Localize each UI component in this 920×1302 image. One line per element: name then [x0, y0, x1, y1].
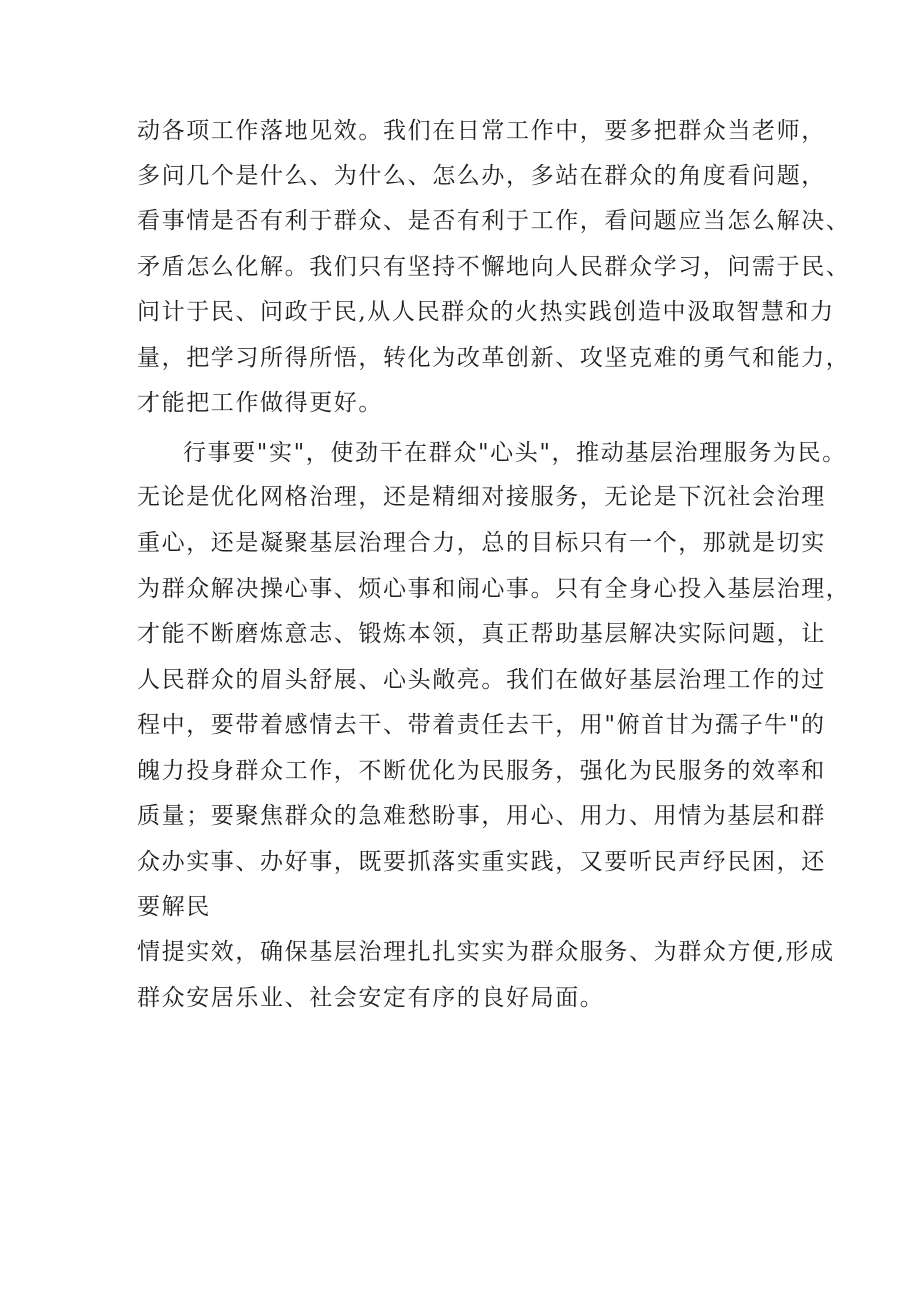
text-line-13: 人民群众的眉头舒展、心头敞亮。我们在做好基层治理工作的过 [137, 667, 826, 693]
text-line-1: 动各项工作落地见效。我们在日常工作中，要多把群众当老师， [137, 118, 826, 144]
text-line-6: 量，把学习所得所悟，转化为改革创新、攻坚克难的勇气和能力， [137, 345, 851, 371]
text-line-18: 要解民 [137, 894, 211, 920]
text-line-12: 才能不断磨炼意志、锻炼本领，真正帮助基层解决实际问题，让 [137, 621, 826, 647]
text-line-20: 群众安居乐业、社会安定有序的良好局面。 [137, 985, 605, 1011]
text-line-3: 看事情是否有利于群众、是否有利于工作，看问题应当怎么解决、 [137, 208, 851, 234]
text-line-2: 多问几个是什么、为什么、怎么办，多站在群众的角度看问题， [137, 163, 826, 189]
text-line-16: 质量；要聚焦群众的急难愁盼事，用心、用力、用情为基层和群 [137, 803, 826, 829]
text-line-17: 众办实事、办好事，既要抓落实重实践，又要听民声纾民困，还 [137, 849, 826, 875]
text-line-5: 问计于民、问政于民,从人民群众的火热实践创造中汲取智慧和力 [137, 299, 835, 325]
text-line-4: 矛盾怎么化解。我们只有坚持不懈地向人民群众学习，问需于民、 [137, 254, 851, 280]
text-line-8: 行事要"实"，使劲干在群众"心头"，推动基层治理服务为民。 [183, 440, 847, 466]
text-line-9: 无论是优化网格治理，还是精细对接服务，无论是下沉社会治理 [137, 484, 826, 510]
text-line-11: 为群众解决操心事、烦心事和闹心事。只有全身心投入基层治理， [137, 576, 851, 602]
text-line-15: 魄力投身群众工作，不断优化为民服务，强化为民服务的效率和 [137, 758, 826, 784]
text-line-10: 重心，还是凝聚基层治理合力，总的目标只有一个，那就是切实 [137, 530, 826, 556]
text-line-7: 才能把工作做得更好。 [137, 390, 383, 416]
text-line-19: 情提实效，确保基层治理扎扎实实为群众服务、为群众方便,形成 [137, 939, 835, 965]
text-line-14: 程中，要带着感情去干、带着责任去干，用"俯首甘为孺子牛"的 [137, 712, 826, 738]
